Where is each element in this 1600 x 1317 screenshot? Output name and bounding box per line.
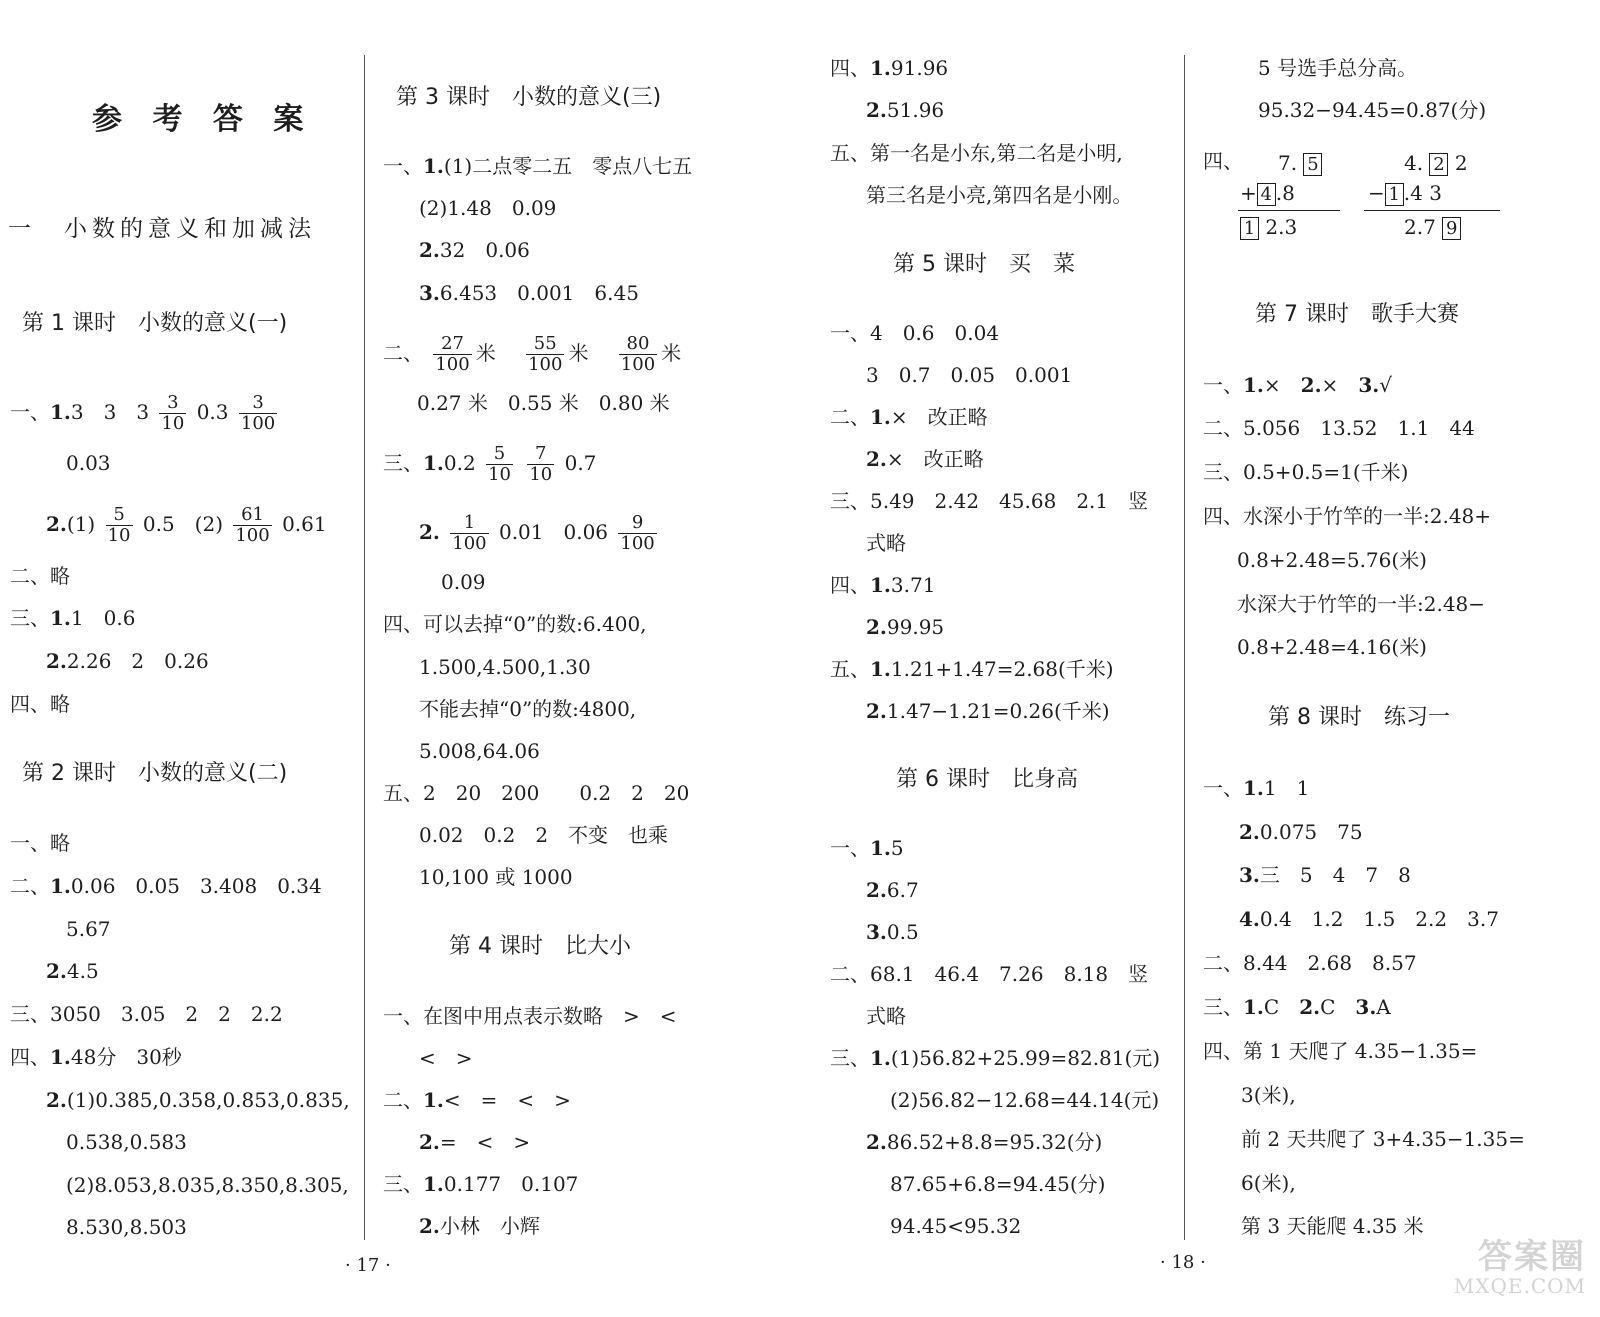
answer-line: 四、水深小于竹竿的一半:2.48+ — [1203, 504, 1492, 528]
answer-line: 0.02 0.2 2 不变 也乘 — [419, 823, 669, 847]
answer-line: 三、5.49 2.42 45.68 2.1 竖 — [830, 489, 1149, 513]
fraction: $\frac{7}{10}$ — [529, 443, 553, 485]
answer-line: 一、略 — [10, 831, 70, 855]
difference-line — [1364, 210, 1500, 211]
answer-line: 四、1.91.96 — [830, 56, 949, 80]
answer-line: 式略 — [866, 1004, 906, 1028]
lesson-5-heading: 第 5 课时 买 菜 — [893, 252, 1075, 277]
answer-line: 3.6.453 0.001 6.45 — [419, 281, 639, 305]
answer-line: 2.6.7 — [866, 878, 919, 902]
unit-heading: 一 小数的意义和加减法 — [8, 216, 316, 242]
answer-line: 一、1.3 3 3 $\frac{3}{10}$ 0.3 $\frac{3}{100}$ — [10, 392, 276, 434]
answer-line: 一、4 0.6 0.04 — [830, 321, 1000, 345]
answer-line: 3(米), — [1241, 1083, 1296, 1107]
fraction: $\frac{27}{100}$ — [435, 333, 470, 375]
page-number: · 18 · — [1160, 1252, 1206, 1273]
answer-line: 四、第 1 天爬了 4.35−1.35= — [1203, 1039, 1478, 1063]
answer-line: 五、1.1.21+1.47=2.68(千米) — [830, 657, 1114, 681]
answer-line: 2.99.95 — [866, 615, 945, 639]
answer-line: 95.32−94.45=0.87(分) — [1258, 98, 1487, 122]
answer-line: 三、0.5+0.5=1(千米) — [1203, 460, 1409, 484]
fraction: $\frac{55}{100}$ — [528, 333, 563, 375]
answer-line: 8.530,8.503 — [66, 1215, 187, 1239]
answer-line: < > — [419, 1046, 473, 1070]
answer-line: 6(米), — [1241, 1171, 1296, 1195]
answer-line: 4.0.4 1.2 1.5 2.2 3.7 — [1239, 907, 1499, 931]
answer-line: 1.500,4.500,1.30 — [419, 655, 591, 679]
answer-line: 2.1.47−1.21=0.26(千米) — [866, 699, 1110, 723]
answer-line: 2.86.52+8.8=95.32(分) — [866, 1130, 1103, 1154]
watermark-logo: 答案圈 MXQE.COM — [1453, 1237, 1586, 1298]
column-divider — [364, 55, 365, 1240]
answer-line: 二、略 — [10, 564, 70, 588]
answer-line: 5 号选手总分高。 — [1258, 56, 1418, 80]
answer-line: 三、1.0.2 $\frac{5}{10}$ $\frac{7}{10}$ 0.7 — [383, 443, 597, 485]
answer-line: 一、1.(1)二点零二五 零点八七五 — [383, 154, 693, 178]
answer-line: (2)1.48 0.09 — [419, 196, 557, 220]
answer-line: 二、1.< = < > — [383, 1088, 571, 1112]
answer-line: 0.8+2.48=5.76(米) — [1237, 548, 1427, 572]
answer-line: 二、 $\frac{27}{100}$ 米 $\frac{55}{100}$ 米 $\frac{80}{100}$ 米 — [383, 333, 682, 375]
answer-line: 2.(1)0.385,0.358,0.853,0.835, — [46, 1088, 350, 1112]
answer-line: 2.32 0.06 — [419, 238, 530, 262]
fraction: $\frac{1}{100}$ — [452, 512, 487, 554]
answer-line: 2. $\frac{1}{100}$ 0.01 0.06 $\frac{9}{100}$ — [419, 512, 655, 554]
answer-line: 三、1.1 0.6 — [10, 606, 136, 630]
answer-line: 二、68.1 46.4 7.26 8.18 竖 — [830, 962, 1149, 986]
answer-line: 四、可以去掉“0”的数:6.400, — [383, 612, 647, 636]
answer-box: 5 — [1303, 153, 1322, 176]
answer-line: 2.51.96 — [866, 98, 945, 122]
answer-line: 五、第一名是小东,第二名是小明, — [830, 141, 1123, 165]
answer-line: 二、5.056 13.52 1.1 44 — [1203, 416, 1475, 440]
answer-line: 四、1.48分 30秒 — [10, 1045, 182, 1069]
answer-line: 一、1.5 — [830, 836, 904, 860]
answer-line: 0.09 — [441, 570, 486, 594]
answer-line: 二、1.0.06 0.05 3.408 0.34 — [10, 874, 322, 898]
fraction: $\frac{3}{10}$ — [161, 392, 185, 434]
lesson-3-heading: 第 3 课时 小数的意义(三) — [396, 85, 662, 110]
answer-line: 三、3050 3.05 2 2 2.2 — [10, 1002, 283, 1026]
answer-line: 5.67 — [66, 917, 111, 941]
answer-line: 四、略 — [10, 692, 70, 716]
page-number: · 17 · — [345, 1255, 391, 1276]
answer-box: 1 — [1240, 217, 1259, 240]
fraction: $\frac{9}{100}$ — [620, 512, 655, 554]
answer-line: 94.45<95.32 — [890, 1214, 1022, 1238]
sum-line — [1238, 210, 1340, 211]
lesson-6-heading: 第 6 课时 比身高 — [896, 767, 1078, 792]
answer-line: 3.0.5 — [866, 920, 919, 944]
answer-line: 第 3 天能爬 4.35 米 — [1241, 1214, 1424, 1238]
answer-line: 0.538,0.583 — [66, 1130, 187, 1154]
lesson-4-heading: 第 4 课时 比大小 — [449, 934, 631, 959]
answer-line: 3.三 5 4 7 8 — [1239, 863, 1411, 887]
answer-line: 不能去掉“0”的数:4800, — [419, 697, 637, 721]
answer-line: 四、1.3.71 — [830, 573, 936, 597]
answer-line: 三、1.0.177 0.107 — [383, 1172, 579, 1196]
fraction: $\frac{3}{100}$ — [240, 392, 276, 434]
lesson-1-heading: 第 1 课时 小数的意义(一) — [22, 311, 288, 336]
answer-box: 1 — [1385, 183, 1404, 206]
answer-line: 水深大于竹竿的一半:2.48− — [1237, 592, 1486, 616]
answer-line: 前 2 天共爬了 3+4.35−1.35= — [1241, 1127, 1525, 1151]
fraction: $\frac{5}{10}$ — [488, 443, 511, 485]
answer-line: 二、1.× 改正略 — [830, 405, 988, 429]
answer-line: 5.008,64.06 — [419, 739, 540, 763]
answer-line: 2.= < > — [419, 1130, 531, 1154]
answer-line: 第三名是小亮,第四名是小刚。 — [866, 183, 1133, 207]
answer-line: 2.× 改正略 — [866, 447, 984, 471]
answer-line: (2)8.053,8.035,8.350,8.305, — [66, 1173, 349, 1197]
answer-line: (2)56.82−12.68=44.14(元) — [890, 1088, 1160, 1112]
answer-line: 四、 — [1203, 149, 1243, 173]
answer-line: 0.8+2.48=4.16(米) — [1237, 635, 1427, 659]
answer-line: 2.0.075 75 — [1239, 820, 1363, 844]
answer-line: 式略 — [866, 531, 906, 555]
fraction: $\frac{80}{100}$ — [620, 333, 656, 375]
answer-line: 3 0.7 0.05 0.001 — [866, 363, 1073, 387]
page-title: 参 考 答 案 — [92, 102, 314, 137]
lesson-7-heading: 第 7 课时 歌手大赛 — [1255, 302, 1459, 327]
answer-box: 2 — [1429, 153, 1448, 176]
answer-line: 五、2 20 200 0.2 2 20 — [383, 781, 690, 805]
fraction: $\frac{5}{10}$ — [107, 504, 131, 546]
answer-box: 9 — [1442, 217, 1461, 240]
answer-line: 三、1.C 2.C 3.A — [1203, 995, 1391, 1019]
answer-line: 0.27 米 0.55 米 0.80 米 — [417, 391, 670, 415]
answer-line: 0.03 — [66, 451, 111, 475]
answer-line: 2.小林 小辉 — [419, 1214, 540, 1238]
answer-line: 一、在图中用点表示数略 > < — [383, 1004, 677, 1028]
answer-line: 一、1.1 1 — [1203, 776, 1310, 800]
answer-key-page: 参 考 答 案 一 小数的意义和加减法 第 1 课时 小数的意义(一) 一、1.3 3 3 $\frac{3}{10}$ 0.3 $\frac{3}{100}$ 0.03 2.(1) $\frac{5}{10}$ 0.5 (2) $\frac{61}{100}$ 0.61 二、略 三、1.1 0.6 2.2.26 2 0.26 四、略 第 2 课时 小数的意义(二) 一、略 二、1.0.06 0.05 3.408 0.34 5.67 2.4.5 三、3050 3.05 2 2 2.2 四、1.48分 30秒 2.(1)0.385,0.358,0.853,0.835, 0.538,0.583 (2)8.053,8.035,8.350,8.305, 8.530,8.503 · 17 · 第 3 课时 小数的意义(三) 一、1.(1)二点零二五 零点八七五 (2)1.48 0.09 2.32 0.06 3.6.453 0.001 6.45 二、 $\frac{27}{100}$ 米 $\frac{55}{100}$ 米 $\frac{80}{100}$ 米 0.27 米 0.55 米 0.80 米 三、1.0.2 $\frac{5}{10}$ $\frac{7}{10}$ 0.7 2. $\frac{1}{100}$ 0.01 0.06 $\frac{9}{100}$ 0.09 四、可以去掉“0”的数:6.400, 1.500,4.500,1.30 不能去掉“0”的数:4800, 5.008,64.06 五、2 20 200 0.2 2 20 0.02 0.2 2 不变 也乘 10,100 或 1000 第 4 课时 比大小 一、在图中用点表示数略 > < < > 二、1.< = < > 2.= < > 三、1.0.177 0.107 2.小林 小辉 四、1.91.96 2.51.96 五、第一名是小东,第二名是小明, 第三名是小亮,第四名是小刚。 第 5 课时 买 菜 一、4 0.6 0.04 3 0.7 0.05 0.001 二、1.× 改正略 2.× 改正略 三、5.49 2.42 45.68 2.1 竖 式略 四、1.3.71 2.99.95 五、1.1.21+1.47=2.68(千米) 2.1.47−1.21=0.26(千米) 第 6 课时 比身高 一、1.5 2.6.7 3.0.5 二、68.1 46.4 7.26 8.18 竖 式略 三、1.(1)56.82+25.99=82.81(元) (2)56.82−12.68=44.14(元) 2.86.52+8.8=95.32(分) 87.65+6.8=94.45(分) 94.45<95.32 · 18 · 5 号选手总分高。 95.32−94.45=0.87(分) 四、 7. 5 + 4 .8 1 2.3 4. 2 2 − 1 .4 3 2.7 9 第 7 课时 歌手大赛 一、1.× 2.× 3.√ 二、5.056 13.52 1.1 44 三、0.5+0.5=1(千米) 四、水深小于竹竿的一半:2.48+ 0.8+2.48=5.76(米) 水深大于竹竿的一半:2.48− 0.8+2.48=4.16(米) 第 8 课时 练习一 一、1.1 1 2.0.075 75 3.三 5 4 7 8 4.0.4 1.2 1.5 2.2 3.7 二、8.44 2.68 8.57 三、1.C 2.C 3.A 四、第 1 天爬了 4.35−1.35= 3(米), 前 2 天共爬了 3+4.35−1.35= 6(米), 第 3 天能爬 4.35 米 答案圈 MXQE.COM — [0, 0, 1600, 1317]
answer-line: 87.65+6.8=94.45(分) — [890, 1172, 1106, 1196]
lesson-2-heading: 第 2 课时 小数的意义(二) — [22, 761, 288, 786]
answer-box: 4 — [1257, 183, 1276, 206]
answer-line: 三、1.(1)56.82+25.99=82.81(元) — [830, 1046, 1161, 1070]
answer-line: 二、8.44 2.68 8.57 — [1203, 951, 1417, 975]
answer-line: 2.(1) $\frac{5}{10}$ 0.5 (2) $\frac{61}{100}$ 0.61 — [46, 504, 327, 546]
answer-line: 一、1.× 2.× 3.√ — [1203, 373, 1392, 397]
column-divider — [1184, 55, 1185, 1240]
answer-line: 10,100 或 1000 — [419, 865, 573, 889]
answer-line: 2.2.26 2 0.26 — [46, 649, 209, 673]
answer-line: 2.4.5 — [46, 959, 99, 983]
fraction: $\frac{61}{100}$ — [235, 504, 270, 546]
lesson-8-heading: 第 8 课时 练习一 — [1268, 705, 1450, 730]
